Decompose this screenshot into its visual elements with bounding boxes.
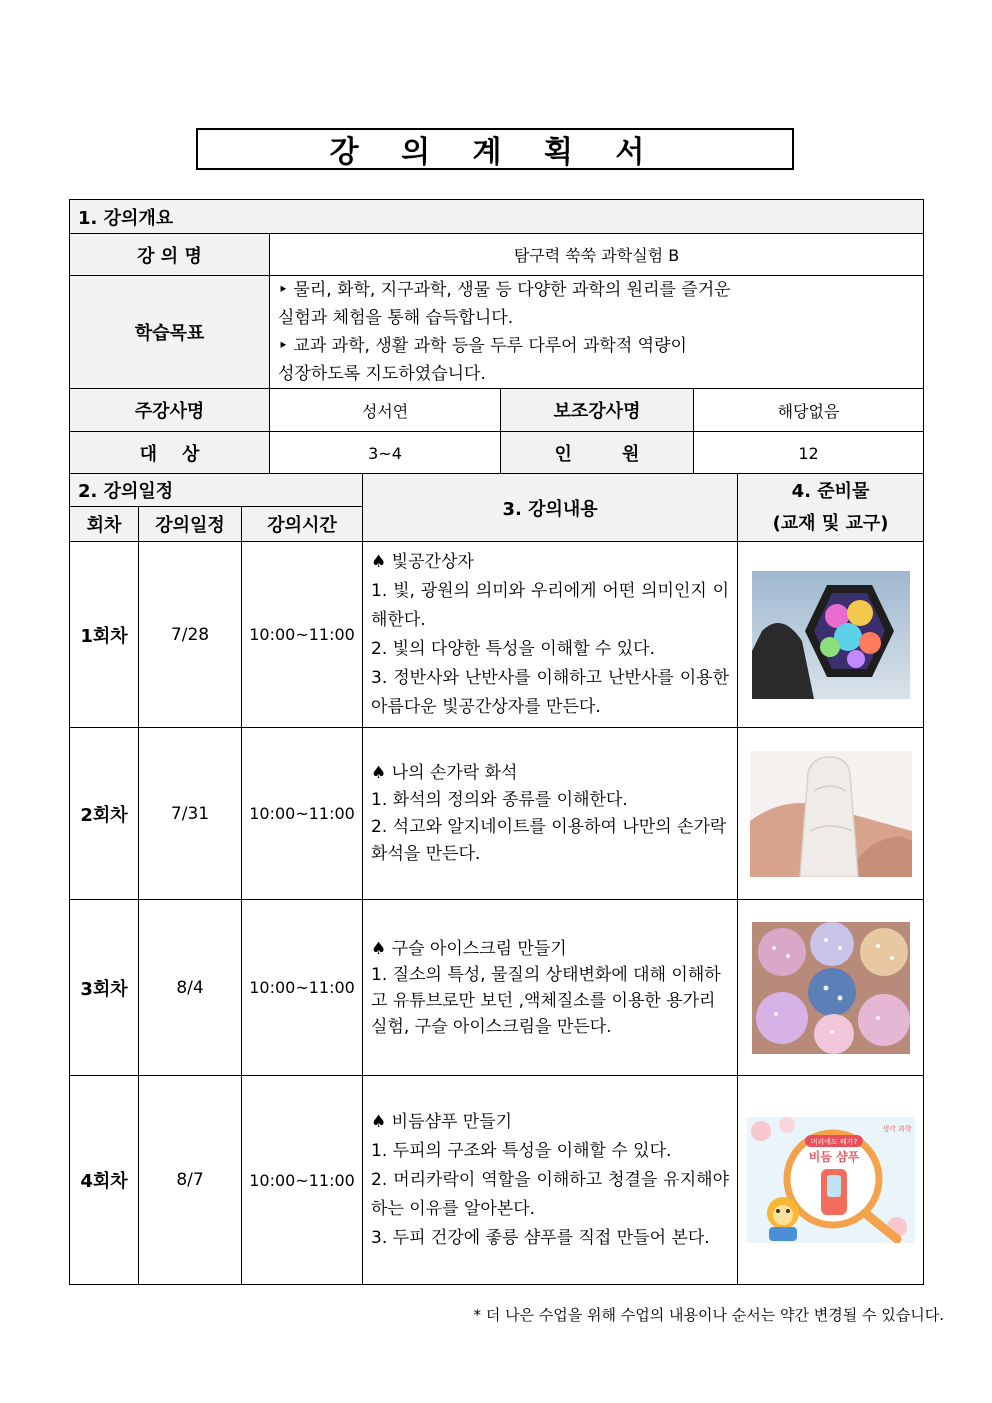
session-content — [363, 1076, 738, 1285]
content-line: 2. 빛의 다양한 특성을 이해할 수 있다. — [371, 638, 655, 659]
col-time-header: 강의시간 — [242, 507, 363, 542]
materials-cell — [738, 900, 924, 1076]
goals-label: 학습목표 — [70, 276, 270, 389]
section-overview-title: 1. 강의개요 — [70, 200, 924, 234]
session-date: 7/31 — [139, 728, 242, 900]
hexagon-light-box-photo — [752, 571, 910, 699]
materials-subtitle: (교재 및 교구) — [772, 512, 889, 534]
session-topic: ♠ 구슬 아이스크림 만들기 — [371, 938, 567, 959]
finger-fossil-photo — [750, 751, 912, 877]
section-content-title: 3. 강의내용 — [363, 474, 738, 542]
overview-table — [69, 199, 924, 475]
shampoo-badge-text: 생각 과학 — [881, 1125, 912, 1133]
session-time: 10:00~11:00 — [242, 900, 363, 1076]
course-name-value: 탐구력 쑥쑥 과학실험 B — [270, 234, 924, 276]
materials-title: 4. 준비물 — [791, 480, 870, 502]
document-title: 강 의 계 획 서 — [196, 128, 794, 170]
main-instructor-value: 성서연 — [270, 389, 501, 432]
session-date: 8/7 — [139, 1076, 242, 1285]
target-value: 3~4 — [270, 432, 501, 475]
section-schedule-title: 2. 강의일정 — [70, 474, 363, 507]
session-topic: ♠ 빛공간상자 — [371, 551, 474, 572]
content-line: 1. 화석의 정의와 종류를 이해한다. — [371, 789, 628, 810]
session-topic: ♠ 나의 손가락 화석 — [371, 762, 518, 783]
session-label: 1회차 — [70, 542, 139, 728]
content-line: 1. 두피의 구조와 특성을 이해할 수 있다. — [371, 1140, 672, 1161]
col-session-header: 회차 — [70, 507, 139, 542]
session-label: 3회차 — [70, 900, 139, 1076]
materials-cell — [738, 542, 924, 728]
session-content — [363, 542, 738, 728]
count-label: 인 원 — [501, 432, 694, 475]
session-date: 7/28 — [139, 542, 242, 728]
assistant-value: 해당없음 — [694, 389, 924, 432]
course-name-label: 강 의 명 — [70, 234, 270, 276]
col-date-header: 강의일정 — [139, 507, 242, 542]
dandruff-shampoo-illustration — [747, 1117, 915, 1243]
session-content — [363, 900, 738, 1076]
session-time: 10:00~11:00 — [242, 542, 363, 728]
assistant-label: 보조강사명 — [501, 389, 694, 432]
section-materials-title — [738, 474, 924, 542]
session-content — [363, 728, 738, 900]
session-label: 2회차 — [70, 728, 139, 900]
goal-line: ‣ 물리, 화학, 지구과학, 생물 등 다양한 과학의 원리를 즐거운 — [278, 280, 731, 300]
content-line: 2. 머리카락이 역할을 이해하고 청결을 유지해야하는 이유를 알아본다. — [371, 1169, 730, 1219]
session-date: 8/4 — [139, 900, 242, 1076]
goals-value — [270, 276, 924, 389]
session-time: 10:00~11:00 — [242, 728, 363, 900]
content-line: 1. 질소의 특성, 물질의 상태변화에 대해 이해하고 유튜브로만 보던 ,액체질소를 이용한 용가리 실험, 구슬 아이스크림을 만든다. — [371, 964, 721, 1037]
session-label: 4회차 — [70, 1076, 139, 1285]
shampoo-question-text: 머리에도 때가? — [810, 1138, 857, 1146]
content-line: 1. 빛, 광원의 의미와 우리에게 어떤 의미인지 이해한다. — [371, 580, 730, 630]
session-time: 10:00~11:00 — [242, 1076, 363, 1285]
content-line: 3. 두피 건강에 좋릉 샴푸를 직접 만들어 본다. — [371, 1227, 710, 1248]
goal-line: 실험과 체험을 통해 습득합니다. — [278, 308, 514, 328]
footnote: * 더 나은 수업을 위해 수업의 내용이나 순서는 약간 변경될 수 있습니다. — [473, 1306, 944, 1324]
goal-line: ‣ 교과 과학, 생활 과학 등을 두루 다루어 과학적 역량이 — [278, 336, 687, 356]
materials-cell — [738, 1076, 924, 1285]
session-topic: ♠ 비듬샴푸 만들기 — [371, 1111, 513, 1132]
content-line: 3. 정반사와 난반사를 이해하고 난반사를 이용한 아름다운 빛공간상자를 만든다. — [371, 667, 730, 717]
schedule-table — [69, 473, 924, 1285]
materials-cell — [738, 728, 924, 900]
content-line: 2. 석고와 알지네이트를 이용하여 나만의 손가락 화석을 만든다. — [371, 816, 727, 864]
bead-ice-cream-photo — [752, 922, 910, 1054]
count-value: 12 — [694, 432, 924, 475]
target-label: 대 상 — [70, 432, 270, 475]
main-instructor-label: 주강사명 — [70, 389, 270, 432]
goal-line: 성장하도록 지도하였습니다. — [278, 364, 486, 384]
shampoo-title-text: 비듬 샴푸 — [808, 1150, 859, 1164]
